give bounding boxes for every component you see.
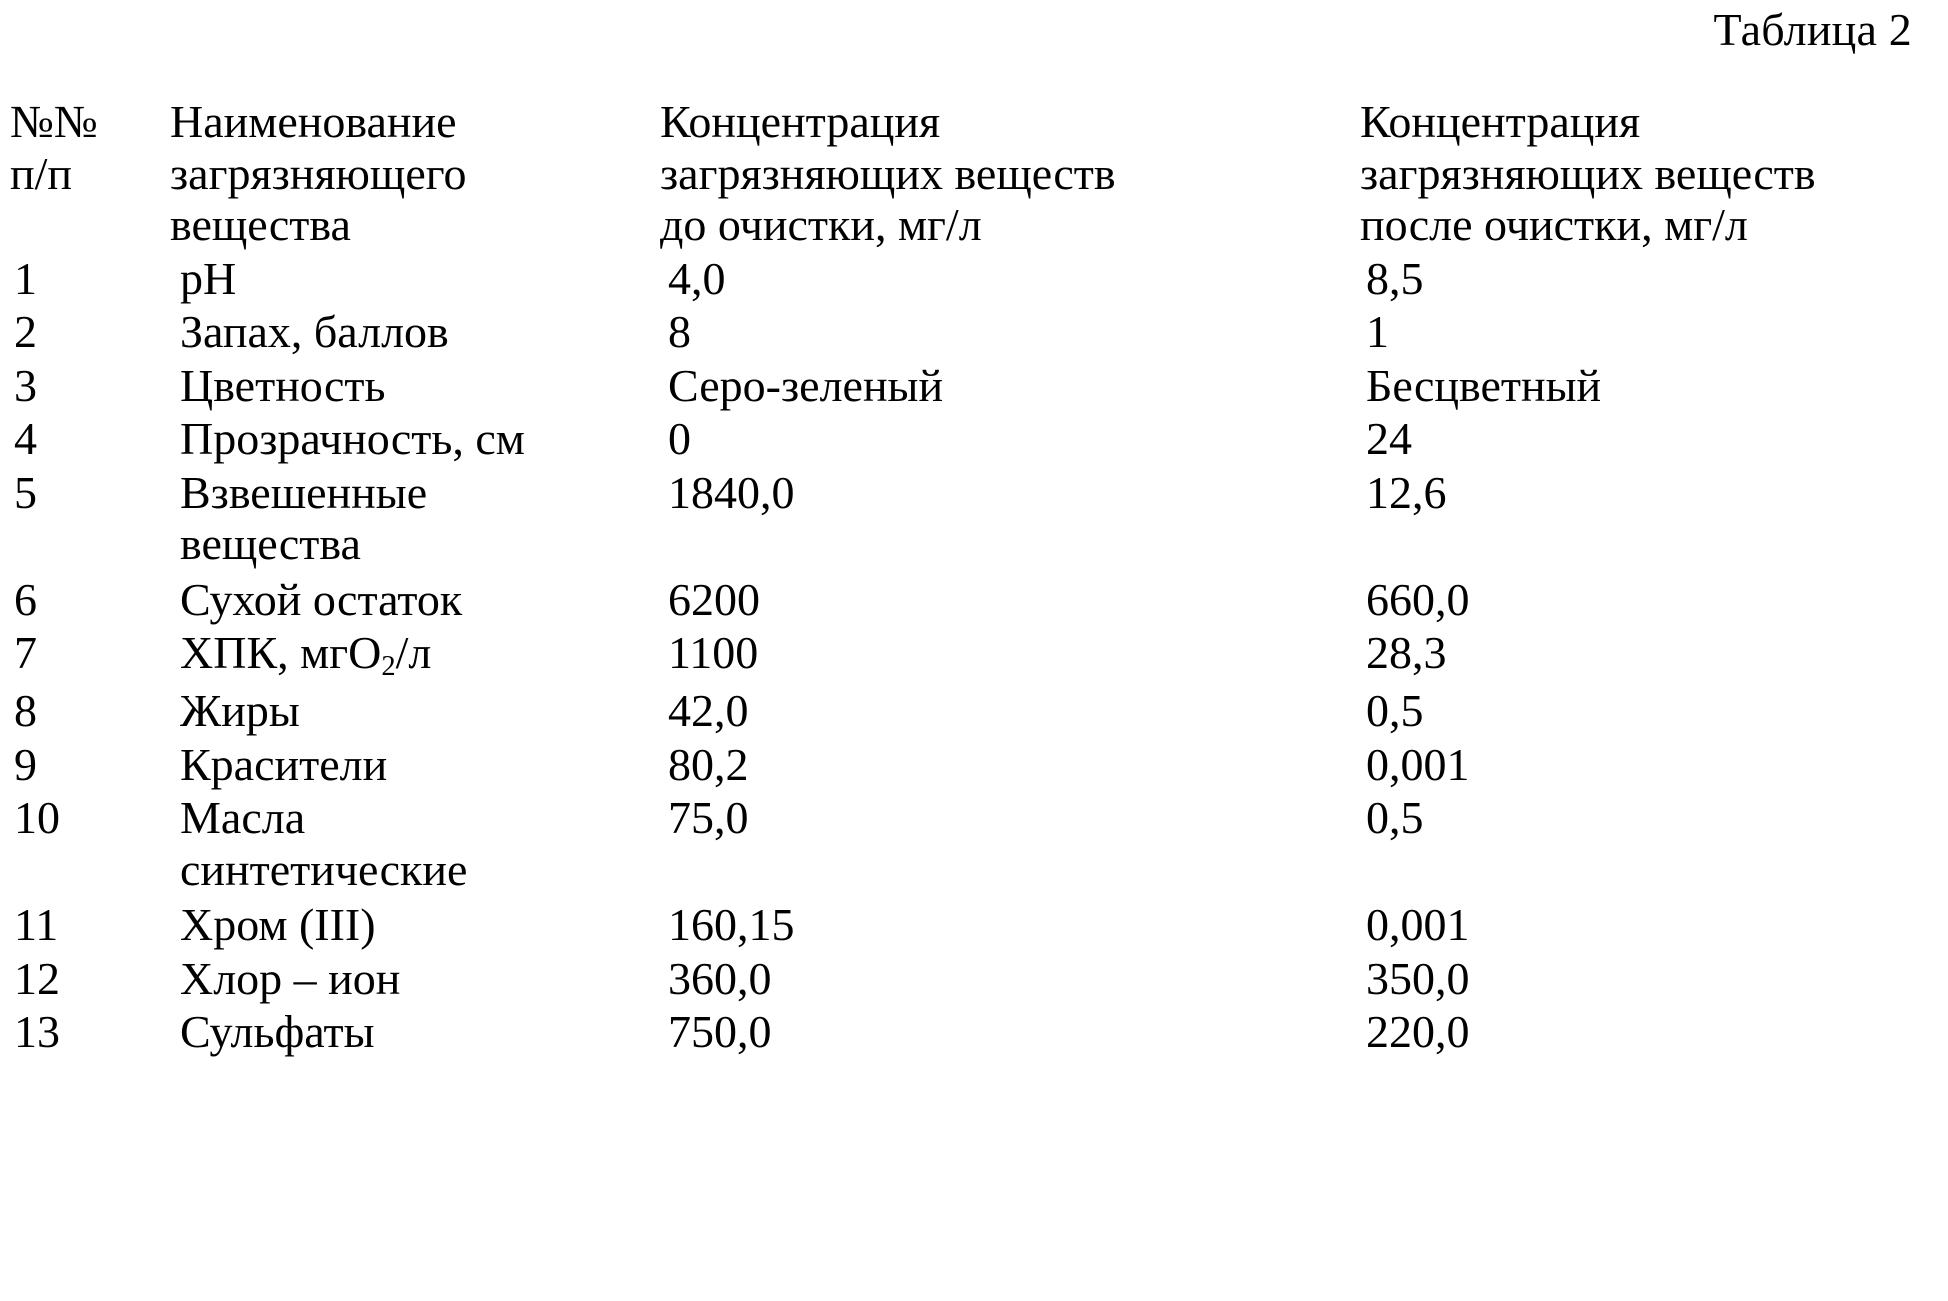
- cell-after: 8,5: [1366, 252, 1424, 304]
- cell-before: 1100: [668, 627, 759, 679]
- cell-before: 42,0: [668, 685, 749, 737]
- table-row: [10, 574, 1940, 628]
- cell-after: 0,001: [1366, 899, 1470, 951]
- cell-before: 0: [668, 413, 691, 465]
- column-header-after: Концентрация загрязняющих веществ после очистки, мг/л: [1360, 96, 1816, 251]
- cell-number: 12: [14, 952, 60, 1004]
- table-row: [10, 467, 1940, 574]
- cell-after: 24: [1366, 413, 1412, 465]
- cell-name: Масла синтетические: [180, 792, 468, 895]
- cell-number: 1: [14, 252, 37, 304]
- cell-after: 0,5: [1366, 685, 1424, 737]
- cell-before: 160,15: [668, 899, 795, 951]
- cell-name: Прозрачность, см: [180, 413, 525, 465]
- column-header-number: №№ п/п: [10, 96, 98, 199]
- cell-number: 4: [14, 413, 37, 465]
- table-row: [10, 253, 1940, 307]
- cell-number: 8: [14, 685, 37, 737]
- cell-name: Хлор – ион: [180, 952, 401, 1004]
- table-row: [10, 627, 1940, 685]
- cell-name: Сухой остаток: [180, 573, 463, 625]
- cell-before: 6200: [668, 573, 760, 625]
- cell-after: 0,001: [1366, 738, 1470, 790]
- cell-number: 6: [14, 573, 37, 625]
- cell-name: Сульфаты: [180, 1006, 375, 1058]
- cell-number: 13: [14, 1006, 60, 1058]
- table-caption: Таблица 2: [1713, 4, 1912, 55]
- table-row: [10, 953, 1940, 1007]
- table-row: [10, 413, 1940, 467]
- cell-before: 360,0: [668, 952, 772, 1004]
- cell-number: 11: [14, 899, 59, 951]
- cell-before: 80,2: [668, 738, 749, 790]
- column-header-before: Концентрация загрязняющих веществ до очистки, мг/л: [660, 96, 1116, 251]
- table-row: [10, 739, 1940, 793]
- cell-name: Запах, баллов: [180, 306, 449, 358]
- cell-name: Цветность: [180, 359, 386, 411]
- cell-after: 220,0: [1366, 1006, 1470, 1058]
- table-row: [10, 792, 1940, 899]
- table-header-row: [10, 96, 1940, 253]
- table-row: [10, 899, 1940, 953]
- cell-number: 5: [14, 466, 37, 518]
- cell-after: 28,3: [1366, 627, 1447, 679]
- cell-before: 8: [668, 306, 691, 358]
- table-body: [10, 253, 1940, 1060]
- cell-name-hpk: ХПК, мгО$_2$/л: [180, 627, 432, 683]
- table-row: [10, 685, 1940, 739]
- table-row: [10, 360, 1940, 414]
- pollutant-concentration-table: [10, 96, 1940, 1060]
- cell-after: 660,0: [1366, 573, 1470, 625]
- cell-name: pH: [180, 252, 237, 304]
- cell-number: 2: [14, 306, 37, 358]
- cell-name: Взвешенные вещества: [180, 466, 428, 570]
- cell-number: 9: [14, 738, 37, 790]
- cell-name: Красители: [180, 738, 388, 790]
- cell-before: 75,0: [668, 792, 749, 844]
- cell-after: 350,0: [1366, 952, 1470, 1004]
- cell-number: 10: [14, 792, 60, 844]
- cell-after: 1: [1366, 306, 1389, 358]
- cell-number: 3: [14, 359, 37, 411]
- cell-before: 4,0: [668, 252, 726, 304]
- cell-name: Жиры: [180, 685, 300, 737]
- cell-number: 7: [14, 627, 37, 679]
- cell-before: 750,0: [668, 1006, 772, 1058]
- cell-before: 1840,0: [668, 466, 795, 518]
- cell-before: Серо-зеленый: [668, 359, 944, 411]
- cell-after: 12,6: [1366, 466, 1447, 518]
- table-row: [10, 1006, 1940, 1060]
- cell-after: 0,5: [1366, 792, 1424, 844]
- cell-after: Бесцветный: [1366, 359, 1602, 411]
- column-header-substance: Наименование загрязняющего вещества: [170, 96, 467, 251]
- cell-name: Хром (III): [180, 899, 376, 951]
- table-row: [10, 306, 1940, 360]
